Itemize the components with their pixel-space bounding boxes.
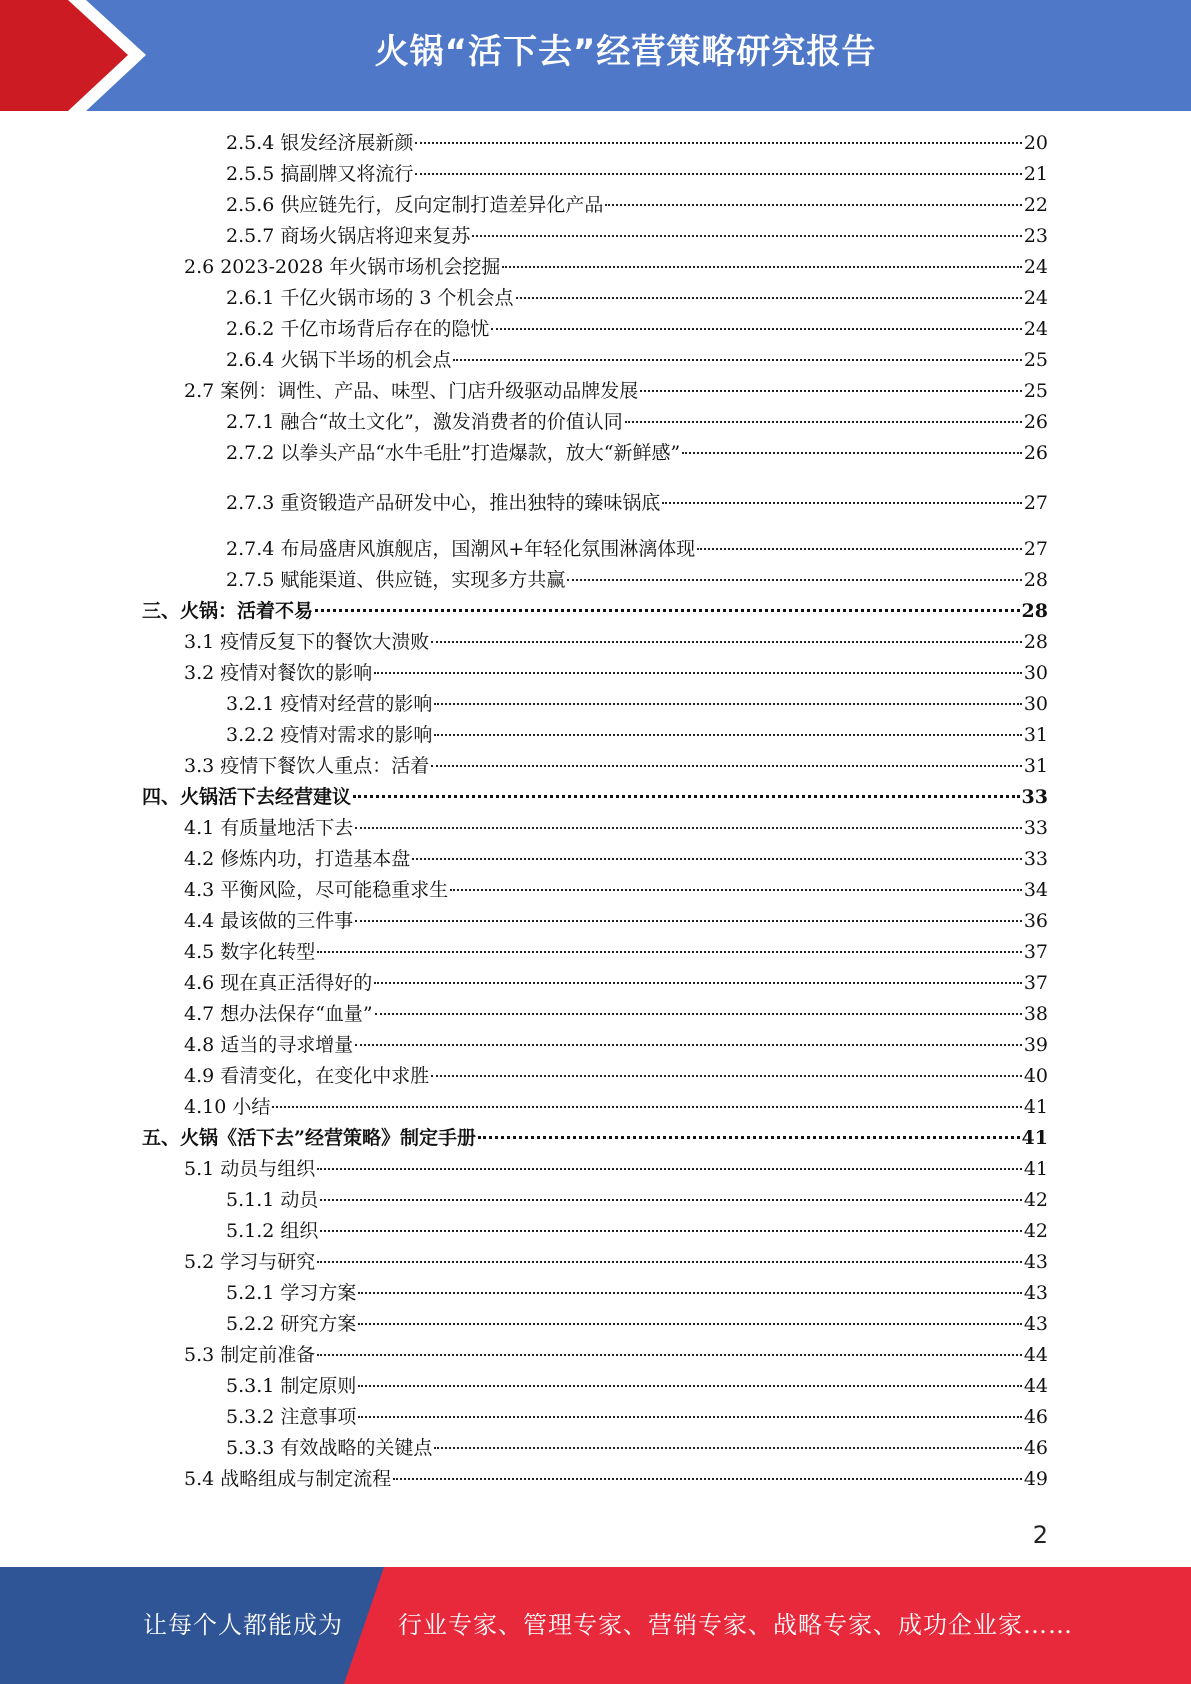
toc-leader — [358, 1292, 1021, 1294]
toc-entry[interactable] — [226, 567, 1048, 593]
toc-page: 28 — [1023, 569, 1048, 591]
toc-entry[interactable] — [184, 1342, 1048, 1368]
toc-leader — [434, 734, 1021, 736]
toc-number: 5.3.1 — [226, 1375, 275, 1397]
toc-title: 看清变化，在变化中求胜 — [220, 1065, 430, 1087]
toc-number: 4.8 — [184, 1034, 215, 1056]
toc-leader — [393, 1478, 1022, 1480]
toc-page: 25 — [1023, 349, 1048, 371]
toc-page: 37 — [1023, 972, 1048, 994]
toc-page: 42 — [1023, 1220, 1048, 1242]
toc-number: 4.2 — [184, 848, 215, 870]
toc-leader — [317, 951, 1022, 953]
toc-entry[interactable] — [226, 409, 1048, 435]
toc-entry[interactable] — [184, 877, 1048, 903]
toc-page: 25 — [1023, 380, 1048, 402]
toc-number: 5.1.2 — [226, 1220, 275, 1242]
toc-title: 制定前准备 — [220, 1344, 316, 1366]
toc-title: 数字化转型 — [220, 941, 316, 963]
toc-number: 3.1 — [184, 631, 215, 653]
toc-entry[interactable] — [226, 130, 1048, 156]
toc-number: 5.1 — [184, 1158, 215, 1180]
toc-page: 33 — [1021, 786, 1048, 808]
toc-leader — [478, 1136, 1020, 1139]
toc-entry[interactable] — [184, 970, 1048, 996]
toc-title: 火锅下半场的机会点 — [280, 349, 452, 371]
toc-page: 20 — [1023, 132, 1048, 154]
toc-title: 搞副牌又将流行 — [280, 163, 414, 185]
toc-page: 33 — [1023, 848, 1048, 870]
toc-page: 43 — [1023, 1251, 1048, 1273]
toc-entry[interactable] — [184, 753, 1048, 779]
toc-entry[interactable] — [226, 490, 1048, 516]
toc-page: 33 — [1023, 817, 1048, 839]
toc-entry[interactable] — [226, 722, 1048, 748]
toc-leader — [431, 641, 1022, 643]
toc-entry[interactable] — [226, 1373, 1048, 1399]
toc-page: 26 — [1023, 411, 1048, 433]
toc-page: 49 — [1023, 1468, 1048, 1490]
toc-page: 38 — [1023, 1003, 1048, 1025]
toc-title: 制定原则 — [280, 1375, 357, 1397]
toc-number: 2.5.5 — [226, 163, 275, 185]
toc-leader — [434, 1447, 1021, 1449]
toc-title: 疫情对需求的影响 — [280, 724, 433, 746]
toc-entry[interactable] — [226, 347, 1048, 373]
toc-page: 43 — [1023, 1313, 1048, 1335]
toc-page: 22 — [1023, 194, 1048, 216]
toc-number: 2.5.6 — [226, 194, 275, 216]
toc-entry[interactable] — [226, 440, 1048, 466]
toc-entry[interactable] — [184, 629, 1048, 655]
toc-title: 疫情反复下的餐饮大溃败 — [220, 631, 430, 653]
toc-entry[interactable] — [184, 1156, 1048, 1182]
toc-number: 4.9 — [184, 1065, 215, 1087]
toc-number: 5.2.1 — [226, 1282, 275, 1304]
toc-number: 4.3 — [184, 879, 215, 901]
toc-entry[interactable] — [184, 939, 1048, 965]
toc-number: 2.7.1 — [226, 411, 275, 433]
toc-leader — [355, 1044, 1022, 1046]
toc-leader — [320, 1230, 1021, 1232]
toc-leader — [374, 982, 1022, 984]
toc-leader — [412, 858, 1022, 860]
toc-number: 4.7 — [184, 1003, 215, 1025]
toc-number: 5.2.2 — [226, 1313, 275, 1335]
toc-title: 研究方案 — [280, 1313, 357, 1335]
toc-page: 37 — [1023, 941, 1048, 963]
toc-page: 41 — [1021, 1127, 1048, 1149]
toc-leader — [320, 1199, 1021, 1201]
toc-number: 4.1 — [184, 817, 215, 839]
toc-page: 26 — [1023, 442, 1048, 464]
report-title: 火锅“活下去”经营策略研究报告 — [374, 32, 877, 72]
toc-entry[interactable] — [184, 1063, 1048, 1089]
toc-entry[interactable] — [184, 1001, 1048, 1027]
toc-number: 2.7.3 — [226, 492, 275, 514]
toc-title: 布局盛唐风旗舰店，国潮风+年轻化氛围淋漓体现 — [280, 538, 696, 560]
toc-page: 30 — [1023, 662, 1048, 684]
toc-page: 31 — [1023, 724, 1048, 746]
toc-leader — [415, 142, 1021, 144]
toc-leader — [491, 328, 1021, 330]
toc-title: 动员 — [280, 1189, 319, 1211]
toc-entry[interactable] — [226, 285, 1048, 311]
toc-title: 银发经济展新颜 — [280, 132, 414, 154]
toc-number: 3.2.1 — [226, 693, 275, 715]
footer-slogan-right: 行业专家、管理专家、营销专家、战略专家、成功企业家…… — [398, 1611, 1073, 1639]
toc-number: 5.3 — [184, 1344, 215, 1366]
toc-number: 3.2.2 — [226, 724, 275, 746]
toc-entry[interactable] — [226, 1280, 1048, 1306]
toc-entry[interactable] — [184, 378, 1048, 404]
toc-entry[interactable] — [226, 536, 1048, 562]
toc-title: 火锅：活着不易 — [180, 600, 314, 622]
toc-number: 2.5.4 — [226, 132, 275, 154]
toc-chapter[interactable] — [142, 784, 1048, 810]
toc-leader — [450, 889, 1022, 891]
page-footer — [0, 1567, 1191, 1684]
toc-chapter[interactable] — [142, 1125, 1048, 1151]
toc-leader — [431, 1075, 1022, 1077]
toc-title: 以拳头产品“水牛毛肚”打造爆款，放大“新鲜感” — [280, 442, 681, 464]
toc-leader — [374, 672, 1022, 674]
toc-title: 平衡风险，尽可能稳重求生 — [220, 879, 449, 901]
toc-page: 27 — [1023, 492, 1048, 514]
toc-title: 千亿火锅市场的 3 个机会点 — [280, 287, 514, 309]
toc-title: 组织 — [280, 1220, 319, 1242]
toc-page: 40 — [1023, 1065, 1048, 1087]
toc-title: 注意事项 — [280, 1406, 357, 1428]
toc-title: 火锅活下去经营建议 — [180, 786, 352, 808]
toc-page: 44 — [1023, 1344, 1048, 1366]
toc-leader — [317, 1354, 1022, 1356]
toc-leader — [682, 452, 1022, 454]
page-header — [0, 0, 1191, 111]
toc-title: 千亿市场背后存在的隐忧 — [280, 318, 490, 340]
toc-chapter[interactable] — [142, 598, 1048, 624]
toc-leader — [697, 548, 1022, 550]
toc-title: 最该做的三件事 — [220, 910, 354, 932]
toc-page: 23 — [1023, 225, 1048, 247]
toc-title: 融合“故土文化”，激发消费者的价值认同 — [280, 411, 623, 433]
toc-entry[interactable] — [226, 223, 1048, 249]
toc-leader — [434, 703, 1021, 705]
toc-number: 2.7.2 — [226, 442, 275, 464]
toc-page: 43 — [1023, 1282, 1048, 1304]
toc-entry[interactable] — [226, 192, 1048, 218]
toc-leader — [317, 1261, 1022, 1263]
toc-entry[interactable] — [226, 1404, 1048, 1430]
toc-title: 现在真正活得好的 — [220, 972, 373, 994]
toc-page: 27 — [1023, 538, 1048, 560]
toc-number: 5.3.3 — [226, 1437, 275, 1459]
toc-title: 学习方案 — [280, 1282, 357, 1304]
toc-page: 34 — [1023, 879, 1048, 901]
toc-number: 3.3 — [184, 755, 215, 777]
toc-entry[interactable] — [226, 691, 1048, 717]
toc-leader — [502, 266, 1021, 268]
toc-title: 修炼内功，打造基本盘 — [220, 848, 411, 870]
toc-entry[interactable] — [184, 1032, 1048, 1058]
toc-page: 46 — [1023, 1406, 1048, 1428]
toc-leader — [567, 579, 1021, 581]
toc-page: 24 — [1023, 318, 1048, 340]
toc-number: 四、 — [142, 786, 181, 808]
toc-leader — [453, 359, 1021, 361]
toc-number: 2.6.2 — [226, 318, 275, 340]
toc-page: 24 — [1023, 287, 1048, 309]
toc-leader — [355, 827, 1022, 829]
toc-number: 2.5.7 — [226, 225, 275, 247]
toc-number: 5.3.2 — [226, 1406, 275, 1428]
toc-leader — [315, 609, 1020, 612]
toc-number: 2.7.5 — [226, 569, 275, 591]
toc-title: 赋能渠道、供应链，实现多方共赢 — [280, 569, 566, 591]
toc-entry[interactable] — [226, 1187, 1048, 1213]
toc-entry[interactable] — [184, 254, 1048, 280]
toc-title: 战略组成与制定流程 — [220, 1468, 392, 1490]
toc-entry[interactable] — [184, 1466, 1048, 1492]
toc-leader — [662, 502, 1021, 504]
toc-title: 重资锻造产品研发中心，推出独特的臻味锅底 — [280, 492, 661, 514]
toc-page: 36 — [1023, 910, 1048, 932]
toc-page: 41 — [1023, 1158, 1048, 1180]
toc-page: 28 — [1021, 600, 1048, 622]
toc-title: 想办法保存“血量” — [220, 1003, 373, 1025]
footer-slogan-left: 让每个人都能成为 — [143, 1611, 343, 1639]
toc-number: 三、 — [142, 600, 181, 622]
toc-number: 2.6.1 — [226, 287, 275, 309]
toc-page: 31 — [1023, 755, 1048, 777]
toc-number: 2.6 — [184, 256, 215, 278]
toc-title: 疫情下餐饮人重点：活着 — [220, 755, 430, 777]
toc-leader — [516, 297, 1022, 299]
toc-title: 2023-2028 年火锅市场机会挖掘 — [220, 256, 501, 278]
toc-page: 46 — [1023, 1437, 1048, 1459]
toc-entry[interactable] — [184, 908, 1048, 934]
toc-number: 2.6.4 — [226, 349, 275, 371]
toc-number: 4.5 — [184, 941, 215, 963]
toc-number: 4.10 — [184, 1096, 227, 1118]
toc-leader — [625, 421, 1022, 423]
toc-number: 2.7.4 — [226, 538, 275, 560]
toc-number: 5.2 — [184, 1251, 215, 1273]
toc-leader — [472, 235, 1021, 237]
toc-page: 44 — [1023, 1375, 1048, 1397]
toc-page: 21 — [1023, 163, 1048, 185]
toc-entry[interactable] — [226, 316, 1048, 342]
toc-leader — [358, 1416, 1021, 1418]
toc-entry[interactable] — [184, 815, 1048, 841]
toc-title: 有效战略的关键点 — [280, 1437, 433, 1459]
toc-leader — [431, 765, 1022, 767]
toc-leader — [605, 204, 1021, 206]
toc-leader — [355, 920, 1022, 922]
toc-title: 疫情对经营的影响 — [280, 693, 433, 715]
toc-number: 3.2 — [184, 662, 215, 684]
toc-entry[interactable] — [226, 161, 1048, 187]
toc-number: 5.1.1 — [226, 1189, 275, 1211]
toc-entry[interactable] — [226, 1218, 1048, 1244]
toc-page: 42 — [1023, 1189, 1048, 1211]
toc-leader — [272, 1106, 1021, 1108]
toc-leader — [375, 1013, 1022, 1015]
toc-title: 有质量地活下去 — [220, 817, 354, 839]
toc-title: 供应链先行，反向定制打造差异化产品 — [280, 194, 604, 216]
toc-leader — [358, 1385, 1021, 1387]
toc-leader — [415, 173, 1021, 175]
toc-entry[interactable] — [226, 1435, 1048, 1461]
toc-number: 五、 — [142, 1127, 181, 1149]
toc-title: 动员与组织 — [220, 1158, 316, 1180]
toc-title: 适当的寻求增量 — [220, 1034, 354, 1056]
toc-page: 24 — [1023, 256, 1048, 278]
toc-page: 41 — [1023, 1096, 1048, 1118]
toc-page: 28 — [1023, 631, 1048, 653]
toc-entry[interactable] — [184, 660, 1048, 686]
toc-leader — [353, 795, 1020, 798]
toc-title: 疫情对餐饮的影响 — [220, 662, 373, 684]
page-number: 2 — [1032, 1521, 1048, 1549]
toc-entry[interactable] — [184, 846, 1048, 872]
toc-title: 小结 — [232, 1096, 271, 1118]
toc-title: 案例：调性、产品、味型、门店升级驱动品牌发展 — [220, 380, 639, 402]
toc-number: 5.4 — [184, 1468, 215, 1490]
toc-entry[interactable] — [184, 1249, 1048, 1275]
toc-entry[interactable] — [184, 1094, 1048, 1120]
toc-leader — [317, 1168, 1022, 1170]
toc-entry[interactable] — [226, 1311, 1048, 1337]
toc-title: 火锅《活下去”经营策略》制定手册 — [180, 1127, 476, 1149]
toc-title: 学习与研究 — [220, 1251, 316, 1273]
toc-page: 39 — [1023, 1034, 1048, 1056]
toc-number: 4.4 — [184, 910, 215, 932]
toc-leader — [640, 390, 1022, 392]
toc-title: 商场火锅店将迎来复苏 — [280, 225, 471, 247]
toc-page: 30 — [1023, 693, 1048, 715]
toc-leader — [358, 1323, 1021, 1325]
toc-number: 2.7 — [184, 380, 215, 402]
toc-number: 4.6 — [184, 972, 215, 994]
